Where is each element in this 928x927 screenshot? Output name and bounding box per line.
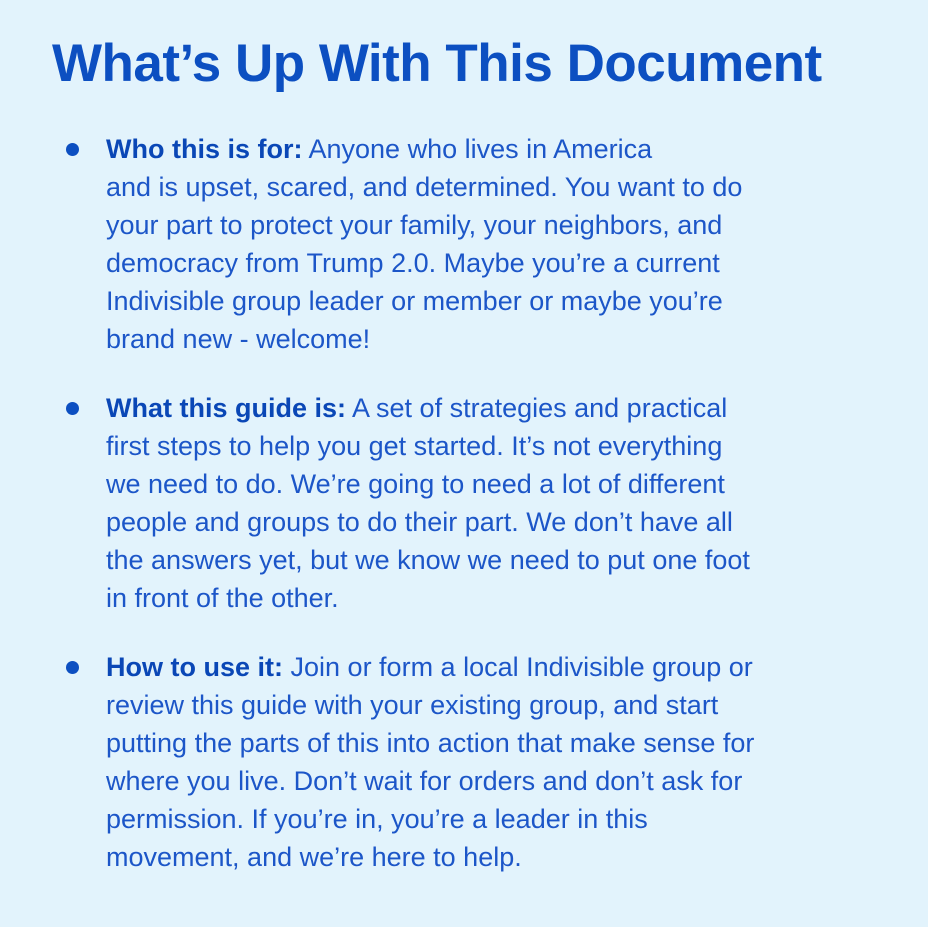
bullet-line: movement, and we’re here to help.: [106, 842, 522, 872]
bullet-first-line: [106, 130, 754, 168]
bullet-line: putting the parts of this into action that make sense for: [106, 728, 755, 758]
bullet-line: review this guide with your existing group, and start: [106, 690, 719, 720]
bullet-line: in front of the other.: [106, 583, 339, 613]
bullet-line: democracy from Trump 2.0. Maybe you’re a current: [106, 248, 720, 278]
bullet-lead: How to use it:: [106, 652, 283, 682]
bullet-line: permission. If you’re in, you’re a leader in this: [106, 804, 648, 834]
bullet-line: where you live. Don’t wait for orders and don’t ask for: [106, 766, 743, 796]
bullet-line: we need to do. We’re going to need a lot of different: [106, 469, 725, 499]
page-title: What’s Up With This Document: [52, 34, 822, 93]
bullet-line: your part to protect your family, your neighbors, and: [106, 210, 723, 240]
bullet-line: people and groups to do their part. We don’t have all: [106, 507, 733, 537]
bullet-line: Indivisible group leader or member or maybe you’re: [106, 286, 723, 316]
bullet-first-line-text: Anyone who lives in America: [308, 134, 653, 164]
bullet-lead: Who this is for:: [106, 134, 303, 164]
bullet-first-line: [106, 648, 754, 686]
bullet-line: and is upset, scared, and determined. You want to do: [106, 172, 743, 202]
bullet-who-this-is-for: [0, 130, 754, 358]
bullet-first-line-text: Join or form a local Indivisible group or: [290, 652, 753, 682]
bullet-line: first steps to help you get started. It’s not everything: [106, 431, 723, 461]
bullet-lead: What this guide is:: [106, 393, 346, 423]
bullet-what-this-guide-is: [0, 389, 754, 617]
bullet-list: [0, 130, 754, 907]
bullet-line: brand new - welcome!: [106, 324, 371, 354]
bullet-dot-icon: [66, 143, 79, 156]
bullet-dot-icon: [66, 402, 79, 415]
bullet-first-line-text: A set of strategies and practical: [352, 393, 728, 423]
bullet-first-line: [106, 389, 754, 427]
bullet-dot-icon: [66, 661, 79, 674]
bullet-how-to-use-it: [0, 648, 754, 876]
bullet-line: the answers yet, but we know we need to put one foot: [106, 545, 750, 575]
